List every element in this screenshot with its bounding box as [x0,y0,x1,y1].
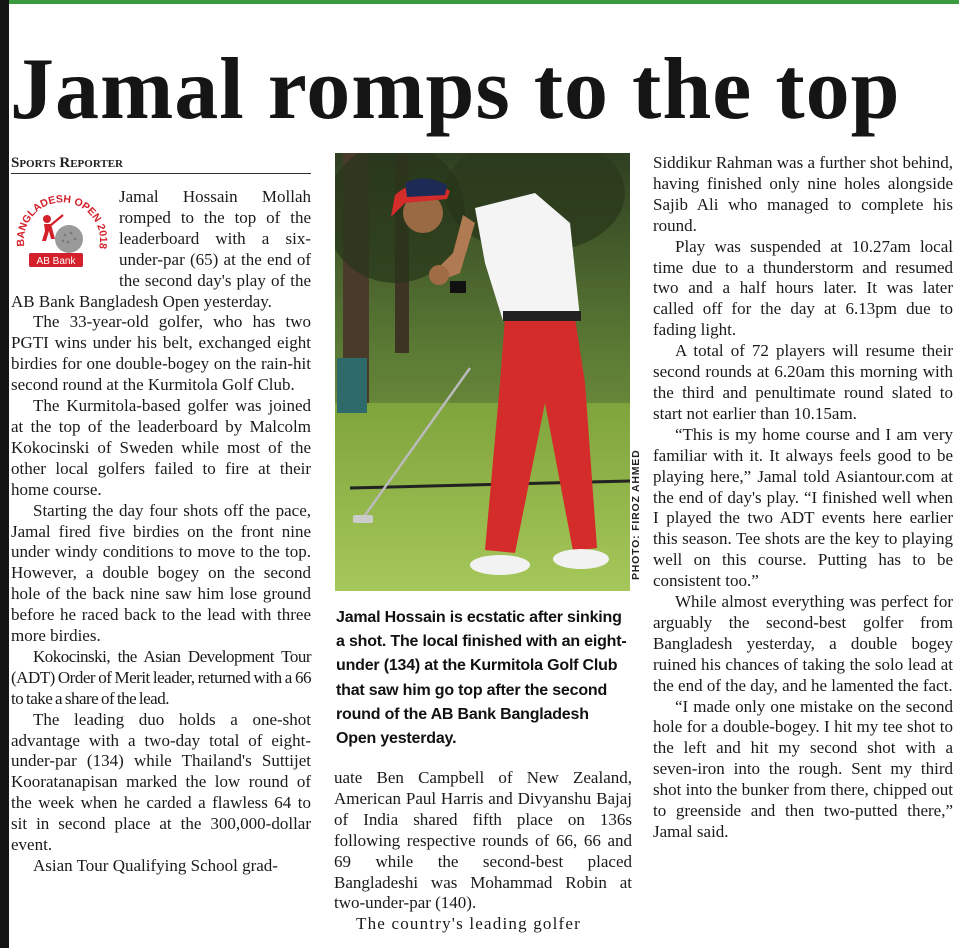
bangladesh-open-logo [11,189,111,273]
paragraph: Play was suspended at 10.27am local time due to a thunderstorm and resumed two and a half hours later. It was later called off for the day at 6.13pm due to fading light. [653,236,953,340]
paragraph: Jamal Hossain Mollah romped to the top of the leaderboard with a six-under-par (65) at the end of the second day's play of the AB Bank Bangladesh Open yesterday. [11,187,311,311]
paragraph: A total of 72 players will resume their second rounds at 6.20am this morning with the third and penultimate round slated to start not earlier than 10.15am. [653,341,953,423]
paragraph: While almost everything was perfect for arguably the second-best golfer from Bangladesh yesterday, a double bogey ruined his chances of taking the solo lead at the end of the day, and he lamented the fact. [653,592,953,695]
paragraph: The leading duo holds a one-shot advantage with a two-day total of eight-under-par (134) while Thailand's Suttijet Kooratanapisan marked the low round of the week when he carded a flawless 64 to sit in second place at the 300,000-dollar event. [11,709,311,855]
left-margin-bar [0,0,9,948]
photo-caption: Jamal Hossain is ecstatic after sinking a shot. The local finished with an eight-under (134) at the Kurmitola Golf Club that saw him go top after the second round of the AB Bank Bangladesh Open yesterday. [336,609,627,748]
top-accent-rule [0,0,959,4]
paragraph: “This is my home course and I am very familiar with it. It always feels good to be playing here,” Jamal told Asiantour.com at the end of day's play. “I finished well when I played the two ADT events here earlier this season. Tee shots are the key to playing well on this course. Putting has to be consistent too.” [653,424,953,591]
paragraph: Asian Tour Qualifying School grad- [33,856,278,875]
paragraph: Starting the day four shots off the pace, Jamal fired five birdies on the front nine under windy conditions to move to the top. However, a double bogey on the second hole of the back nine saw him lose ground before he raced back to the lead with three more birdies. [11,500,311,646]
paragraph: The Kurmitola-based golfer was joined at the top of the leaderboard by Malcolm Kokocinski of Sweden while most of the other local golfers failed to fire at their home course. [11,396,311,499]
logo-arc-text: BANGLADESH OPEN 2018 [14,193,110,250]
paragraph: “I made only one mistake on the second hole for a double-bogey. I hit my tee shot to the left and hit my second shot with a seven-iron into the rough. Sent my third shot into the bunker from there, chipped out to greenside and then two-putted there,” Jamal said. [653,696,953,841]
headline: Jamal romps to the top [10,41,901,138]
bangladesh-open-logo-icon [11,189,111,273]
logo-sponsor-text: AB Bank [36,256,76,267]
paragraph: The country's leading golfer [356,914,582,934]
paragraph: The 33-year-old golfer, who has two PGTI wins under his belt, exchanged eight birdies for one double-bogey on the rain-hit second round at the Kurmitola Golf Club. [11,312,311,395]
photo-credit: PHOTO: FIROZ AHMED [630,449,642,581]
byline: Sports Reporter [11,155,123,171]
article-column-1 [11,187,311,877]
paragraph: Kokocinski, the Asian Development Tour (ADT) Order of Merit leader, returned with a 66 to take a share of the lead. [11,646,311,708]
paragraph: uate Ben Campbell of New Zealand, American Paul Harris and Divyanshu Bajaj of India shared fifth place on 136s following respective rounds of 66, 66 and 69 while the second-best placed Bangladeshi was Mohammad Robin at two-under-par (140). [334,768,632,913]
article-column-3 [653,153,953,843]
paragraph: Siddikur Rahman was a further shot behind, having finished only nine holes alongside Sajib Ali who managed to complete his round. [653,153,953,235]
byline-rule [11,173,311,174]
golfer-celebrating-photo-icon [335,153,630,591]
golfer-photo [335,153,630,591]
article-column-2 [334,768,632,935]
